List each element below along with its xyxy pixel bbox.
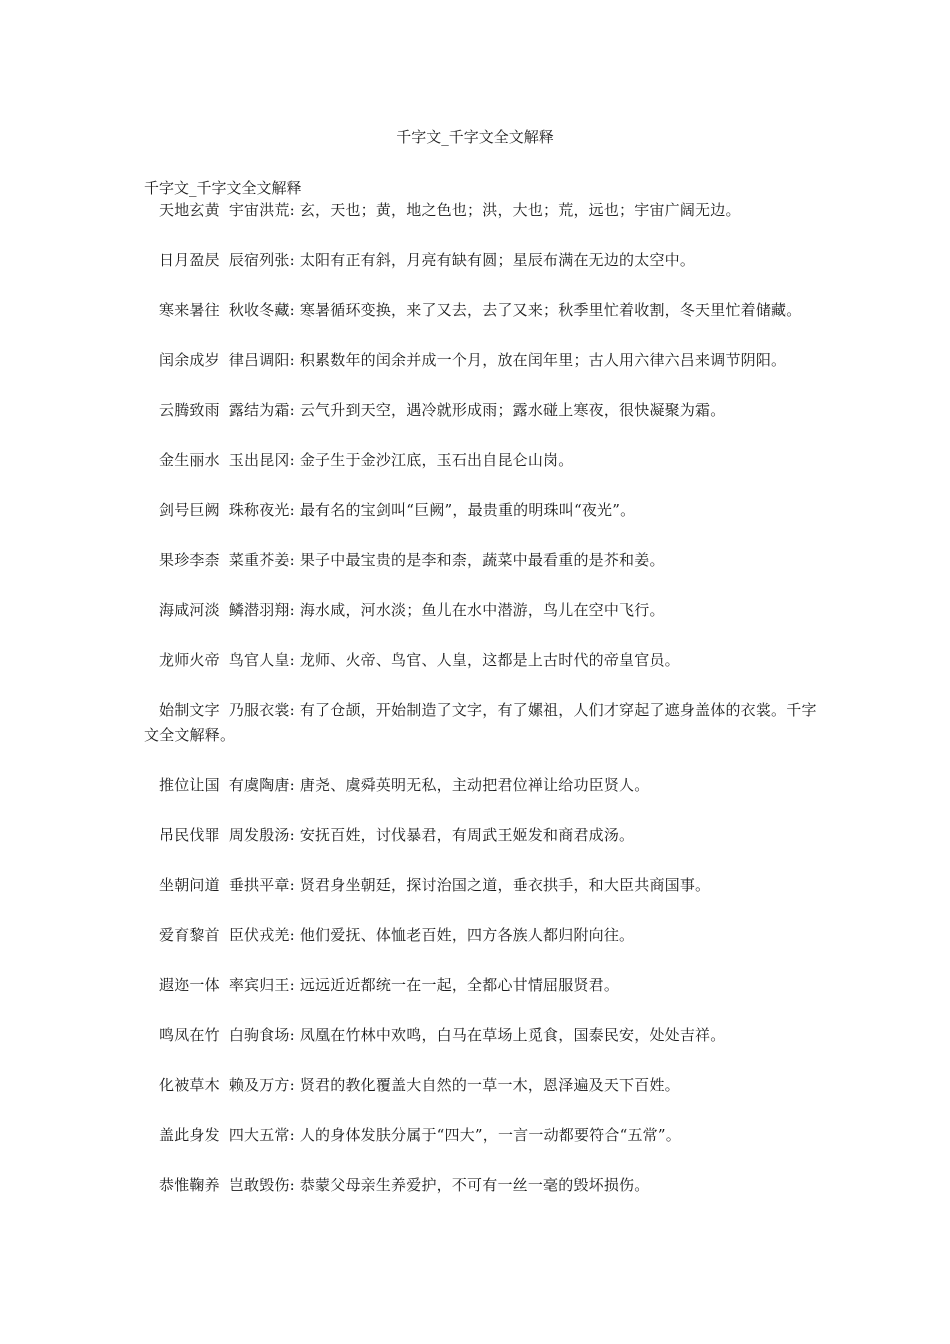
entry-paragraph bbox=[144, 298, 824, 323]
verse-first-half: 闰余成岁 bbox=[159, 351, 220, 369]
verse-explanation: 他们爱抚、体恤老百姓，四方各族人都归附向往。 bbox=[299, 926, 635, 944]
verse-second-half: 垂拱平章: bbox=[228, 876, 295, 894]
verse-first-half: 推位让国 bbox=[159, 776, 220, 794]
verse-second-half: 率宾归王: bbox=[228, 976, 295, 994]
entry-paragraph bbox=[144, 973, 824, 998]
verse-first-half: 化被草木 bbox=[159, 1076, 220, 1094]
verse-second-half: 珠称夜光: bbox=[228, 501, 295, 519]
verse-second-half: 辰宿列张: bbox=[228, 251, 295, 269]
verse-explanation: 远远近近都统一在一起，全都心甘情屈服贤君。 bbox=[299, 976, 620, 994]
verse-explanation: 玄，天也；黄，地之色也；洪，大也；荒，远也；宇宙广阔无边。 bbox=[299, 201, 741, 219]
verse-first-half: 寒来暑往 bbox=[159, 301, 220, 319]
entry-paragraph bbox=[144, 498, 824, 523]
entry-paragraph bbox=[144, 598, 824, 623]
verse-second-half: 白驹食场: bbox=[228, 1026, 295, 1044]
verse-first-half: 恭惟鞠养 bbox=[159, 1176, 220, 1194]
verse-second-half: 鸟官人皇: bbox=[228, 651, 295, 669]
verse-explanation: 金子生于金沙江底，玉石出自昆仑山岗。 bbox=[299, 451, 574, 469]
verse-explanation: 寒暑循环变换，来了又去，去了又来；秋季里忙着收割，冬天里忙着储藏。 bbox=[299, 301, 802, 319]
verse-explanation: 恭蒙父母亲生养爱护，不可有一丝一毫的毁坏损伤。 bbox=[299, 1176, 650, 1194]
verse-first-half: 盖此身发 bbox=[159, 1126, 220, 1144]
entry-paragraph bbox=[144, 1173, 824, 1198]
verse-explanation: 云气升到天空，遇冷就形成雨；露水碰上寒夜，很快凝聚为霜。 bbox=[299, 401, 726, 419]
verse-second-half: 岂敢毁伤: bbox=[228, 1176, 295, 1194]
document-body bbox=[144, 178, 824, 1223]
verse-explanation: 最有名的宝剑叫“巨阙”，最贵重的明珠叫“夜光”。 bbox=[299, 501, 636, 519]
verse-first-half: 爱育黎首 bbox=[159, 926, 220, 944]
entry-paragraph bbox=[144, 698, 824, 748]
verse-explanation: 太阳有正有斜，月亮有缺有圆；星辰布满在无边的太空中。 bbox=[299, 251, 696, 269]
verse-first-half: 海咸河淡 bbox=[159, 601, 220, 619]
verse-second-half: 鳞潜羽翔: bbox=[228, 601, 295, 619]
verse-second-half: 秋收冬藏: bbox=[228, 301, 295, 319]
entry-paragraph bbox=[144, 248, 824, 273]
verse-second-half: 宇宙洪荒: bbox=[228, 201, 295, 219]
verse-explanation: 贤君的教化覆盖大自然的一草一木，恩泽遍及天下百姓。 bbox=[299, 1076, 680, 1094]
verse-first-half: 天地玄黄 bbox=[159, 201, 220, 219]
verse-first-half: 金生丽水 bbox=[159, 451, 220, 469]
verse-first-half: 云腾致雨 bbox=[159, 401, 220, 419]
entry-paragraph bbox=[144, 348, 824, 373]
entry-paragraph bbox=[144, 1123, 824, 1148]
entry-paragraph bbox=[144, 648, 824, 673]
verse-second-half: 周发殷汤: bbox=[228, 826, 295, 844]
verse-first-half: 果珍李柰 bbox=[159, 551, 220, 569]
verse-first-half: 遐迩一体 bbox=[159, 976, 220, 994]
verse-explanation: 安抚百姓，讨伐暴君，有周武王姬发和商君成汤。 bbox=[299, 826, 635, 844]
entry-paragraph bbox=[144, 198, 824, 223]
verse-explanation: 有了仓颉，开始制造了文字，有了嫘祖，人们才穿起了遮身盖体的衣裳。千字文全文解释。 bbox=[144, 701, 817, 744]
entry-paragraph bbox=[144, 923, 824, 948]
verse-second-half: 四大五常: bbox=[228, 1126, 295, 1144]
verse-explanation: 唐尧、虞舜英明无私，主动把君位禅让给功臣贤人。 bbox=[299, 776, 650, 794]
verse-second-half: 有虞陶唐: bbox=[228, 776, 295, 794]
verse-explanation: 海水咸，河水淡；鱼儿在水中潜游，鸟儿在空中飞行。 bbox=[299, 601, 665, 619]
entry-paragraph bbox=[144, 1023, 824, 1048]
verse-second-half: 菜重芥姜: bbox=[228, 551, 295, 569]
entry-paragraph bbox=[144, 398, 824, 423]
verse-second-half: 律吕调阳: bbox=[228, 351, 295, 369]
verse-explanation: 凤凰在竹林中欢鸣，白马在草场上觅食，国泰民安，处处吉祥。 bbox=[299, 1026, 726, 1044]
verse-first-half: 日月盈昃 bbox=[159, 251, 220, 269]
verse-explanation: 龙师、火帝、鸟官、人皇，这都是上古时代的帝皇官员。 bbox=[299, 651, 680, 669]
verse-first-half: 坐朝问道 bbox=[159, 876, 220, 894]
entry-paragraph bbox=[144, 773, 824, 798]
verse-first-half: 鸣凤在竹 bbox=[159, 1026, 220, 1044]
entry-paragraph bbox=[144, 873, 824, 898]
document-subtitle: 千字文_千字文全文解释 bbox=[144, 179, 302, 197]
verse-second-half: 赖及万方: bbox=[228, 1076, 295, 1094]
verse-second-half: 露结为霜: bbox=[228, 401, 295, 419]
verse-first-half: 始制文字 bbox=[159, 701, 220, 719]
entry-paragraph bbox=[144, 548, 824, 573]
entry-list bbox=[144, 198, 824, 1198]
verse-second-half: 乃服衣裳: bbox=[228, 701, 295, 719]
document-title: 千字文_千字文全文解释 bbox=[396, 128, 554, 146]
entry-paragraph bbox=[144, 448, 824, 473]
verse-first-half: 剑号巨阙 bbox=[159, 501, 220, 519]
verse-second-half: 臣伏戎羌: bbox=[228, 926, 295, 944]
verse-explanation: 人的身体发肤分属于“四大”，一言一动都要符合“五常”。 bbox=[299, 1126, 681, 1144]
entry-paragraph bbox=[144, 1073, 824, 1098]
verse-explanation: 果子中最宝贵的是李和柰，蔬菜中最看重的是芥和姜。 bbox=[299, 551, 665, 569]
verse-second-half: 玉出昆冈: bbox=[228, 451, 295, 469]
verse-first-half: 龙师火帝 bbox=[159, 651, 220, 669]
verse-first-half: 吊民伐罪 bbox=[159, 826, 220, 844]
entry-paragraph bbox=[144, 823, 824, 848]
verse-explanation: 积累数年的闰余并成一个月，放在闰年里；古人用六律六吕来调节阴阳。 bbox=[299, 351, 787, 369]
verse-explanation: 贤君身坐朝廷，探讨治国之道，垂衣拱手，和大臣共商国事。 bbox=[299, 876, 711, 894]
